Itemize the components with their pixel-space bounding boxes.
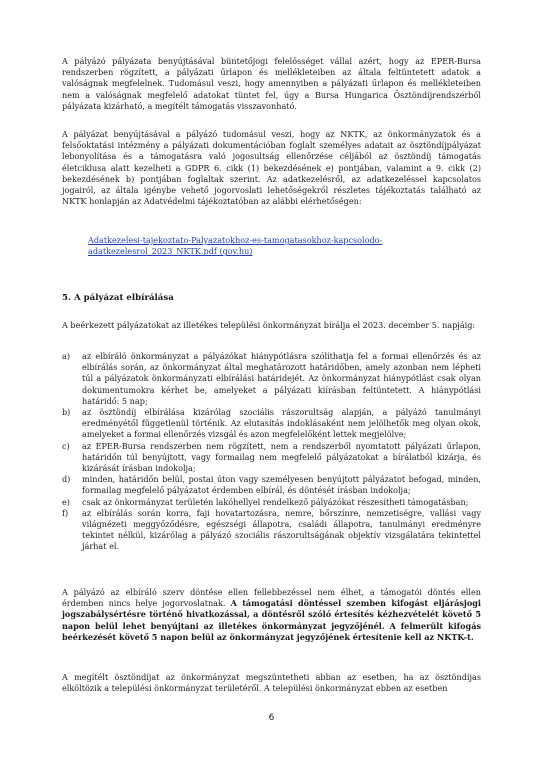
liability-paragraph: A pályázó pályázata benyújtásával büntetőjogi felelősséget vállal azért, hogy az EPER-Bursa rendszerben rögzített, a pályázati űrlapon és mellékleteiben az általa feltüntetett adatok a valóságnak megfelelnek. Tudomásul veszi, hogy amennyiben a pályázati űrlapon és mellékleteiben nem a valóságnak megfelelő adatokat tüntet fel, úgy a Bursa Hungarica Ösztöndíjrendszerből pályázata kizárható, a megítélt támogatás visszavonható.	[62, 56, 481, 111]
list-item-text: csak az önkormányzat területén lakóhellyel rendelkező pályázókat részesítheti támogatásban;	[82, 496, 469, 507]
page-number: 6	[268, 713, 275, 723]
list-item	[62, 508, 481, 553]
termination-paragraph: A megítélt ösztöndíjat az önkormányzat megszüntetheti abban az esetben, ha az ösztöndíjas elköltözik a települési önkormányzat területéről. A települési önkormányzat ebben az esetben	[62, 672, 481, 694]
data-processing-paragraph: A pályázat benyújtásával a pályázó tudomásul veszi, hogy az NKTK, az önkormányzatok és a felsőoktatási intézmény a pályázati dokumentációban foglalt személyes adatait az ösztöndíjpályázat lebonyolítása és a támogatásra való jogosultság ellenőrzése céljából az ösztöndíj támogatás életciklusa alatt kezelheti a GDPR 6. cikk (1) bekezdésének e) pontjában, valamint a 9. cikk (2) bekezdésének b) pontjában foglaltak szerint. Az adatkezelésről, az adatkezeléssel kapcsolatos jogairól, az általa igénybe vehető jogorvoslati lehetőségekről részletes tájékoztatás található az NKTK honlapján az Adatvédelmi tájékoztatóban az alábbi elérhetőségen:	[62, 129, 481, 207]
list-item	[62, 474, 481, 496]
list-item-text: az elbíráló önkormányzat a pályázókat hiánypótlásra szólíthatja fel a formai ellenőrzés és az elbírálás során, az önkormányzat által meghatározott határidőben, amely azonban nem lépheti túl a pályázatok önkormányzati elbírálási határidejét. Az önkormányzat hiánypótlást csak olyan dokumentumokra kérhet be, amelyeket a pályázati kiírásban feltüntetett. A hiánypótlási határidő: 5 nap;	[82, 351, 481, 406]
list-marker: f)	[62, 507, 69, 518]
objection-text: A pályázó az elbíráló szerv döntése ellen fellebbezéssel nem élhet, a támogatói döntés ellen érdemben nincs helye jogorvoslatnak.	[62, 587, 481, 609]
evaluation-rules-list	[62, 351, 481, 553]
section-heading: 5. A pályázat elbírálása	[62, 293, 174, 303]
list-item-text: az EPER-Bursa rendszerben nem rögzített, nem a rendszerből nyomtatott pályázati űrlapon, határidőn túl benyújtott, vagy formailag nem megfelelő pályázatokat a bírálatból kizárja, és kizárását írásban indokolja;	[82, 440, 481, 474]
objection-bold-text: A támogatási döntéssel szemben kifogást eljárásjogi jogszabálysértésre történő hivatkozással, a döntésről szóló értesítés kézhezvételét követő 5 napon belül lehet benyújtani az illetékes önkormányzat jegyzőjénél. A felmerült kifogás beérkezését követő 5 napon belül az önkormányzat jegyzőjének értesítenie kell az NKTK-t.	[62, 598, 481, 642]
list-marker: e)	[62, 496, 70, 507]
objection-paragraph	[62, 587, 481, 643]
list-item	[62, 441, 481, 475]
list-item-text: minden, határidőn belül, postai úton vagy személyesen benyújtott pályázatot befogad, minden, formailag megfelelő pályázatot érdemben elbírál, és döntését írásban indokolja;	[82, 474, 481, 496]
list-item	[62, 351, 481, 407]
list-marker: c)	[62, 440, 70, 451]
list-marker: b)	[62, 407, 71, 418]
privacy-policy-link[interactable]: Adatkezelesi-tajekoztato-Palyazatokhoz-es-tamogatasokhoz-kapcsolodo-adatkezelesrol_2023_NKTK.pdf (gov.hu)	[88, 235, 383, 257]
list-item	[62, 407, 481, 441]
list-item-text: az elbírálás során korra, faji hovatartozásra, nemre, bőrszínre, nemzetiségre, vallási vagy világnézeti meggyőződésre, egészségi állapotra, családi állapotra, tanulmányi eredményre tekintet nélkül, kizárólag a pályázó szociális rászorultságának objektív vizsgálatára tekintettel járhat el.	[82, 507, 481, 552]
list-item	[62, 497, 481, 508]
list-item-text: az ösztöndíj elbírálása kizárólag szociális rászorultság alapján, a pályázó tanulmányi eredményétől függetlenül történik. Az elutasítás indoklásaként nem jelölhetők meg olyan okok, amelyeket a formai ellenőrzés vizsgál és azon megfelelőként lettek megjelölve;	[82, 407, 481, 440]
evaluation-intro-paragraph: A beérkezett pályázatokat az illetékes települési önkormányzat bírálja el 2023. december 5. napjáig:	[62, 320, 476, 330]
list-marker: d)	[62, 474, 71, 485]
list-marker: a)	[62, 351, 70, 361]
